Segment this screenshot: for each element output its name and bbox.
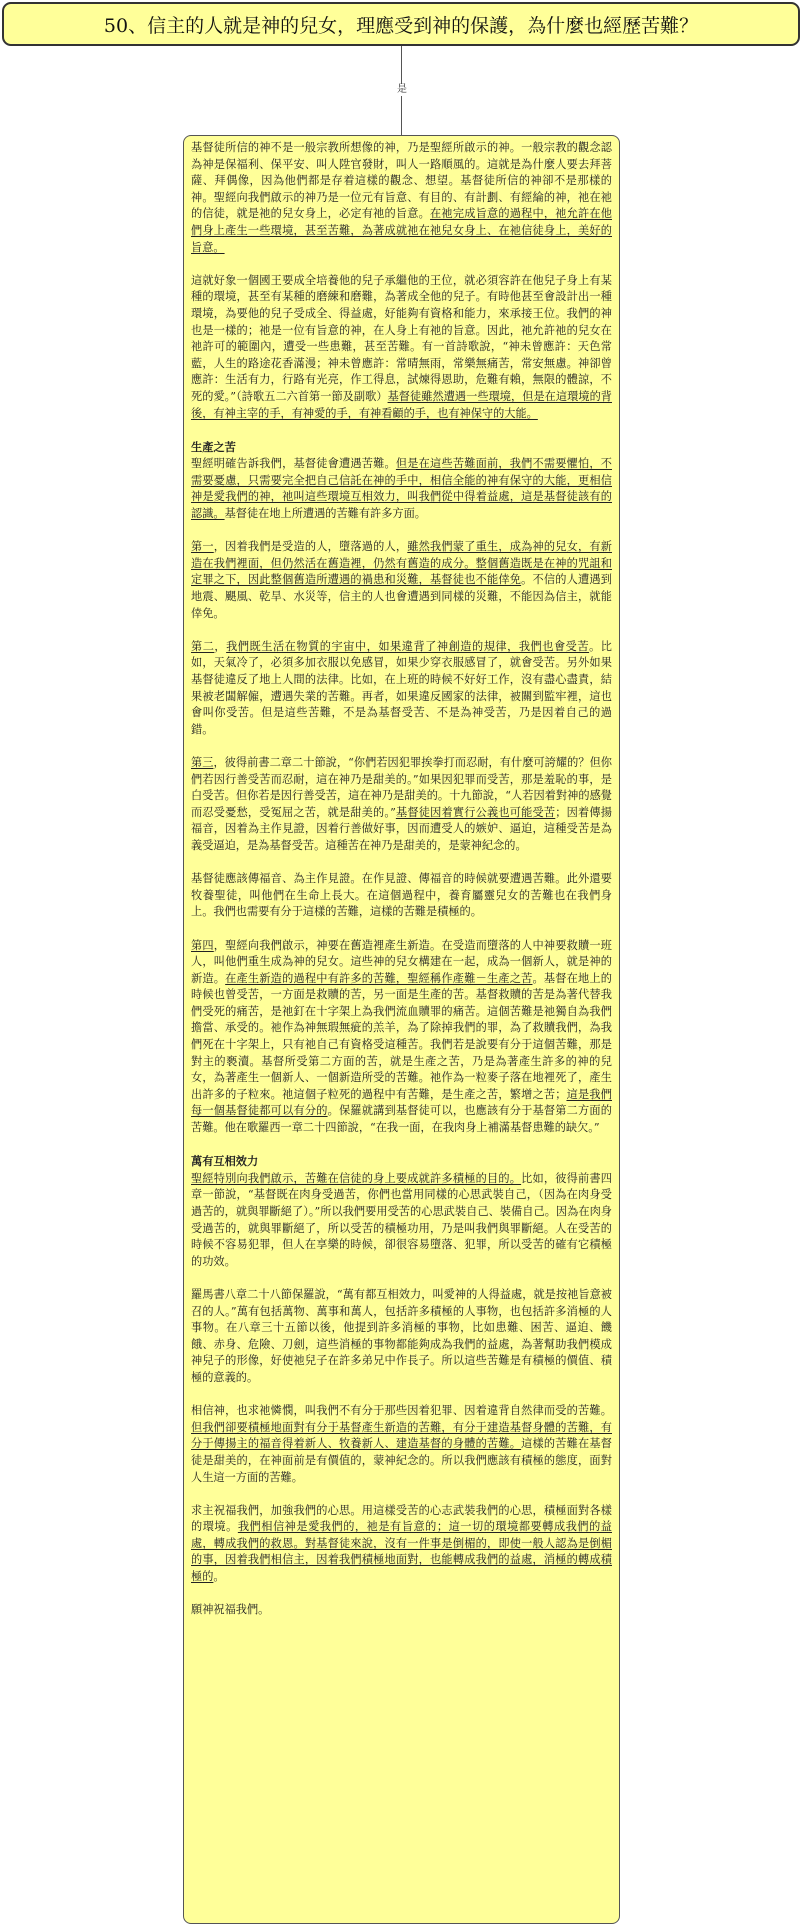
underlined-text: 基督徒雖然遭遇一些環境，但是在這環境的背後，有神主宰的手，有神愛的手，有神看顧的手，也有神保守的大能。 <box>191 389 612 420</box>
text-run: ，因着我們是受造的人，墮落過的人， <box>213 540 408 554</box>
text-run: 願神祝福我們。 <box>191 1603 270 1617</box>
text-run: ，彼得前書二章二十節說，“你們若因犯罪挨拳打而忍耐，有什麼可誇耀的？但你們若因行善受苦而忍耐，這在神乃是甜美的。”如果因犯罪而受苦，那是羞恥的事，是白受苦。但你若是因行善受苦，這在神乃是甜美的。十九節說，“人若因着對神的感覺而忍受憂愁，受冤屈之苦，就是甜美的。” <box>191 755 612 819</box>
answer-paragraph <box>191 639 612 739</box>
section-heading-all-things: 萬有互相效力 <box>191 1154 259 1169</box>
text-run: 聖經明確告訴我們，基督徒會遭遇苦難。 <box>191 457 396 471</box>
answer-paragraph <box>191 755 612 855</box>
answer-paragraph <box>191 1602 612 1619</box>
underlined-text: 第一 <box>191 540 214 554</box>
underlined-text: 聖經特別向我們啟示，苦難在信徒的身上要成就許多積極的目的。 <box>191 1171 522 1185</box>
underlined-text: 但我們卻要積極地面對有分于基督產生新造的苦難，有分于建造基督身體的苦難，有分于傳揚主的福音得着新人、牧養新人、建造基督的身體的苦難。 <box>191 1420 612 1451</box>
text-run: 。不信的人遭遇到地震、颶風、乾旱、水災等，信主的人也會遭遇到同樣的災難，不能因為信主，就能倖免。 <box>191 573 612 620</box>
answer-paragraph <box>191 140 612 256</box>
answer-paragraph <box>191 539 612 622</box>
answer-paragraph <box>191 1403 612 1486</box>
answer-paragraph-text <box>191 1172 612 1268</box>
text-run: 基督徒應該傳福音、為主作見證。在作見證、傳福音的時候就要遭遇苦難。此外還要牧養聖徒，叫他們在生命上長大。在這個過程中，養育屬靈兒女的苦難也在我們身上。我們也需要有分于這樣的苦難，這樣的苦難是積極的。 <box>191 872 612 919</box>
underlined-text: 第四 <box>191 938 214 952</box>
connector-label: 是 <box>394 84 410 96</box>
text-run: 基督徒在地上所遭遇的苦難有許多方面。 <box>224 507 426 521</box>
text-run: 這就好象一個國王要成全培養他的兒子承繼他的王位，就必須容許在他兒子身上有某種的環境，甚至有某種的磨練和磨難，為著成全他的兒子。有時他甚至會設計出一種環境，為要他的兒子受成全、得益處，好能夠有資格和能力，來承接王位。我們的神也是一樣的；祂是一位有旨意的神，在人身上有祂的旨意。因此，祂允許祂的兒女在祂許可的範圍內，遭受一些患難，甚至苦難。有一首詩歌說，“神未曾應許：天色常藍，人生的路途花香滿漫；神未曾應許：常晴無雨，常樂無痛苦，常安無慮。神卻曾應許：生活有力，行路有光亮，作工得息，試煉得恩助，危難有賴，無限的體諒，不死的愛。”（詩歌五二六首第一節及副歌） <box>191 273 612 403</box>
text-run: 。 <box>213 1570 225 1584</box>
text-run: 相信神，也求祂憐憫，叫我們不有分于那些因着犯罪、因着違背自然律而受的苦難。 <box>191 1404 612 1418</box>
text-run: ， <box>214 639 227 653</box>
answer-paragraph <box>191 1287 612 1387</box>
question-node <box>2 2 800 46</box>
section-heading-childbirth: 生產之苦 <box>191 439 236 454</box>
underlined-text: 在祂完成旨意的過程中，祂允許在他們身上產生一些環境，甚至苦難，為著成就祂在祂兒女身上、在祂信徒身上，美好的旨意。 <box>191 207 612 254</box>
text-run: 基督徒所信的神不是一般宗教所想像的神，乃是聖經所啟示的神。一般宗教的觀念認為神是保福利、保平安、叫人陞官發財，叫人一路順風的。這就是為什麼人要去拜菩薩、拜偶像，因為他們都是存着這樣的觀念、想望。基督徒所信的神卻不是那樣的神。聖經向我們啟示的神乃是一位元有旨意、有目的、有計劃、有經綸的神，祂在祂的信徒，就是祂的兒女身上，必定有祂的旨意。 <box>191 141 612 221</box>
answer-section <box>191 439 612 523</box>
answer-paragraph <box>191 938 612 1137</box>
underlined-text: 雖然我們蒙了重生，成為神的兒女，有新造在我們裡面，但仍然活在舊造裡，仍然有舊造的成分。整個舊造既是在神的咒詛和定罪之下，因此整個舊造所遭遇的禍患和災難，基督徒也不能倖免 <box>191 540 612 587</box>
underlined-text: 第三 <box>191 755 214 769</box>
underlined-text: 第二 <box>191 639 215 653</box>
answer-paragraph <box>191 273 612 422</box>
text-run: 。基督在地上的時候也曾受苦，一方面是救贖的苦，另一面是生產的苦。基督救贖的苦是為著代替我們受死的痛苦，是祂釘在十字架上為我們流血贖罪的痛苦。這個苦難是祂獨自為我們擔當、承受的。祂作為神無瑕無疵的羔羊，為了除掉我們的罪，為了救贖我們，為我們死在十字架上，只有祂自己有資格受這種苦。我們若是說要有分于這個苦難，那是對主的褻瀆。基督所受第二方面的苦，就是生產之苦，乃是為著產生許多的神的兒女，為著產生一個新人、一個新造所受的苦難。祂作為一粒麥子落在地裡死了，產生出許多的子粒來。祂這個子粒死的過程中有苦難，是生產之苦，繁增之苦； <box>191 971 612 1101</box>
answer-node <box>183 135 620 1924</box>
answer-paragraph <box>191 871 612 921</box>
text-run: 這樣的苦難在基督徒是甜美的，在神面前是有價值的，蒙神紀念的。所以我們應該有積極的態度，面對人生這一方面的苦難。 <box>191 1437 612 1484</box>
text-run: ，聖經向我們啟示，神要在舊造裡產生新造。在受造而墮落的人中神要救贖一班人，叫他們重生成為神的兒女。這些神的兒女構建在一起，成為一個新人，就是神的新造。 <box>191 938 612 985</box>
text-run: 。保羅就講到基督徒可以，也應該有分于基督第二方面的苦難。他在歌羅西一章二十四節說，“在我一面，在我肉身上補滿基督患難的缺欠。” <box>191 1104 612 1135</box>
text-run: 求主祝福我們，加強我們的心思。用這樣受苦的心志武裝我們的心思，積極面對各樣的環境。 <box>191 1503 612 1534</box>
underlined-text: 但是在這些苦難面前，我們不需要懼怕，不需要憂慮，只需要完全把自己信託在神的手中，相信全能的神有保守的大能，更相信神是愛我們的神，祂叫這些環境互相效力，叫我們從中得着益處，這是基督徒該有的認識。 <box>191 457 612 521</box>
underlined-text: 這是我們每一個基督徒都可以有分的 <box>191 1087 612 1118</box>
text-run: 比如，彼得前書四章一節說，“基督既在肉身受過苦，你們也當用同樣的心思武裝自己，（因為在肉身受過苦的，就與罪斷絕了）。”所以我們要用受苦的心思武裝自己、裝備自己。因為在肉身受過苦的，就與罪斷絕了，所以受苦的積極功用，乃是叫我們與罪斷絕。人在受苦的時候不容易犯罪，但人在享樂的時候，卻很容易墮落、犯罪，所以受苦的確有它積極的功效。 <box>191 1171 612 1268</box>
text-run: 。比如，天氣冷了，必須多加衣服以免感冒，如果少穿衣服感冒了，就會受苦。另外如果基督徒違反了地上人間的法律。比如，在上班的時候不好好工作，沒有盡心盡責，結果被老闆解僱，遭遇失業的苦難。再者，如果違反國家的法律，被關到監牢裡，這也會叫你受苦。但是這些苦難，不是為基督受苦、不是為神受苦，乃是因着自己的過錯。 <box>191 639 612 736</box>
text-run: 羅馬書八章二十八節保羅說，“萬有都互相效力，叫愛神的人得益處，就是按祂旨意被召的人。”萬有包括萬物、萬事和萬人，包括許多積極的人事物，也包括許多消極的人事物。在八章三十五節以後，他提到許多消極的事物，比如患難、困苦、逼迫、饑餓、赤身、危險、刀劍，這些消極的事物都能夠成為我們的益處，為著幫助我們模成神兒子的形像，好使祂兒子在許多弟兄中作長子。所以這些苦難是有積極的價值、積極的意義的。 <box>191 1287 612 1384</box>
answer-paragraph <box>191 1503 612 1586</box>
question-text: 50、信主的人就是神的兒女，理應受到神的保護，為什麼也經歷苦難？ <box>103 14 699 37</box>
text-run: ；因着傳揚福音，因着為主作見證，因着行善做好事，因而遭受人的嫉妒、逼迫，這種受苦是為義受逼迫，是為基督受苦。這種苦在神乃是甜美的，是蒙神紀念的。 <box>191 805 612 852</box>
underlined-text: 在產生新造的過程中有許多的苦難，聖經稱作產難－生產之苦 <box>225 971 533 985</box>
answer-section <box>191 1153 612 1270</box>
underlined-text: 我們相信神是愛我們的，祂是有旨意的；這一切的環境都要轉成我們的益處，轉成我們的救恩。對基督徒來說，沒有一件事是倒楣的，即使一般人認為是倒楣的事，因着我們相信主，因着我們積極地面對，也能轉成我們的益處，消極的轉成積極的 <box>191 1520 612 1584</box>
underlined-text: 基督徒因着實行公義也可能受苦 <box>395 805 556 819</box>
answer-paragraph-text <box>191 457 612 520</box>
underlined-text: 我們既生活在物質的宇宙中，如果違背了神創造的規律，我們也會受苦 <box>226 639 590 653</box>
